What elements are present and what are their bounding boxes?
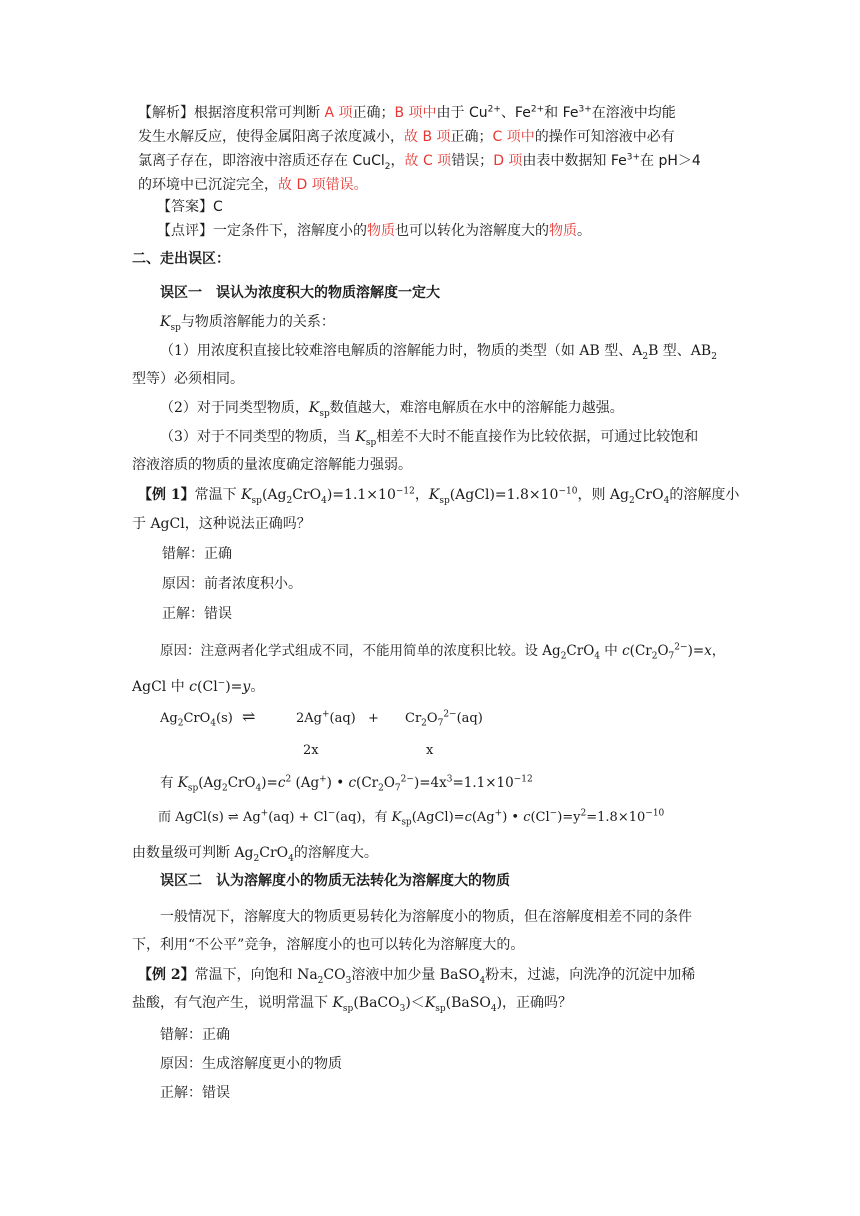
- subscript: 2: [253, 853, 260, 864]
- exponent: 3: [446, 774, 453, 785]
- text: (Ag: [471, 810, 495, 825]
- text: ，: [390, 153, 405, 169]
- subscript: sp: [251, 495, 262, 506]
- analysis-line-1: [138, 103, 676, 123]
- text: ，则 Ag: [577, 487, 629, 503]
- variable-x: x: [704, 643, 712, 659]
- concentration-symbol: c: [523, 810, 531, 825]
- text: )=4x: [413, 775, 447, 791]
- text: 在 pH＞4: [640, 153, 701, 169]
- option-c-mark: C 项中: [492, 129, 535, 145]
- subscript: 4: [288, 853, 294, 864]
- text: 。: [250, 679, 265, 695]
- ksp-symbol: K: [308, 400, 320, 416]
- charge: 2−: [400, 774, 414, 785]
- text: ) •: [502, 810, 524, 825]
- text: )=1.1×10: [326, 487, 396, 503]
- text: 正确；: [450, 129, 493, 145]
- equilibrium-reactant: [160, 709, 233, 729]
- subscript: 2: [560, 651, 567, 662]
- charge: 2−: [674, 642, 688, 653]
- text: Ag: [160, 711, 178, 726]
- text: O: [383, 775, 395, 791]
- subscript: 2: [317, 975, 324, 986]
- charge: 3+: [626, 152, 641, 163]
- text: 【点评】一定条件下，溶解度小的: [157, 223, 367, 239]
- reason-2-line-a: [160, 641, 725, 661]
- product-silver: [296, 709, 356, 729]
- charge: 2+: [530, 104, 545, 115]
- text: 错误；: [451, 153, 494, 169]
- text: 盐酸，有气泡产生，说明常温下: [132, 995, 333, 1011]
- conclusion-line: [132, 843, 378, 863]
- text: 由数量级可判断 Ag: [132, 845, 254, 861]
- text: 粉末，过滤，向洗净的沉淀中加稀: [485, 967, 696, 983]
- text: 中: [600, 643, 623, 659]
- text: )=: [261, 775, 278, 791]
- text: ，: [711, 643, 726, 659]
- text: CrO: [634, 487, 664, 503]
- text: 。: [577, 223, 591, 239]
- text: 氯离子存在，即溶液中溶质还存在 CuCl: [138, 153, 385, 169]
- subscript: 2: [286, 495, 293, 506]
- point-3-line-b: 溶液溶质的物质的量浓度确定溶解能力强弱。: [132, 457, 412, 473]
- concentration-symbol: c: [348, 775, 357, 791]
- text: (Ag: [291, 775, 320, 791]
- ksp-symbol: K: [424, 995, 436, 1011]
- text: 也可以转化为溶解度大的: [395, 223, 549, 239]
- concentration-symbol: c: [464, 810, 472, 825]
- subscript: 3: [345, 975, 352, 986]
- text: Cr: [405, 711, 422, 726]
- text: (aq): [456, 711, 483, 726]
- text: 的环境中已沉淀完全，: [138, 177, 278, 193]
- text: (Ag: [261, 487, 287, 503]
- text: )=y: [557, 810, 581, 825]
- text: =1.8×10: [586, 810, 646, 825]
- text: (AgCl)=1.8×10: [449, 487, 559, 503]
- misconception-2-title: 误区二 认为溶解度小的物质无法转化为溶解度大的物质: [160, 873, 510, 889]
- subscript: 4: [663, 495, 670, 506]
- plus-sign: +: [368, 711, 379, 726]
- text: AgCl 中: [132, 679, 190, 695]
- correct-answer: 正解：错误: [162, 606, 232, 622]
- example-tag: 【例 2】: [138, 967, 195, 983]
- text: =1.1×10: [452, 775, 514, 791]
- exponent: −10: [645, 808, 665, 819]
- subscript: 2: [384, 161, 391, 172]
- subscript: sp: [319, 408, 330, 419]
- analysis-line-3: [138, 151, 701, 171]
- text: CO: [323, 967, 346, 983]
- charge: +: [319, 774, 327, 785]
- charge: 2+: [487, 104, 501, 115]
- err2-correct-answer: 正解：错误: [160, 1085, 230, 1101]
- option-c-mark: 故 C 项: [404, 153, 452, 169]
- subscript: sp: [401, 817, 412, 828]
- option-d-mark: 故 D 项错误。: [278, 177, 368, 193]
- ksp-symbol: K: [332, 995, 343, 1011]
- subscript: sp: [187, 783, 199, 794]
- text: （2）对于同类型物质，: [160, 400, 309, 416]
- charge: +: [494, 808, 503, 819]
- text: 的溶解度小: [669, 487, 740, 503]
- charge: −: [549, 808, 558, 819]
- option-d-mark: D 项: [493, 153, 523, 169]
- text: 由表中数据知 Fe: [522, 153, 627, 169]
- text: 正确；: [352, 105, 395, 121]
- exponent: 2: [285, 774, 292, 785]
- subscript: 2: [378, 783, 384, 794]
- text: (aq): [329, 711, 356, 726]
- subscript: sp: [170, 322, 181, 333]
- subscript: 4: [255, 783, 262, 794]
- section-heading: 二、走出误区：: [132, 251, 230, 267]
- text: (s): [216, 711, 233, 726]
- text: CrO: [227, 775, 256, 791]
- exponent: 2: [580, 808, 587, 819]
- answer-line: 【答案】C: [157, 199, 223, 215]
- subscript: 7: [668, 651, 675, 662]
- text: (BaCO: [353, 995, 400, 1011]
- option-a-mark: A 项: [324, 105, 353, 121]
- text: 原因：注意两者化学式组成不同，不能用简单的浓度积比较。设 Ag: [160, 643, 561, 659]
- variable-y: y: [242, 679, 251, 695]
- text: )=: [225, 679, 243, 695]
- subscript: 7: [437, 718, 444, 729]
- text: 由于 Cu: [436, 105, 488, 121]
- text: (BaSO: [445, 995, 491, 1011]
- exponent: −12: [395, 486, 415, 497]
- exponent: −10: [558, 486, 578, 497]
- subscript: 4: [490, 1003, 497, 1014]
- subscript: 7: [394, 783, 401, 794]
- text: (aq)，有: [335, 810, 392, 825]
- ksp-symbol: K: [355, 429, 366, 445]
- text: 的操作可知溶液中必有: [534, 129, 675, 145]
- text: 在溶液中均能: [591, 105, 676, 121]
- text: 常温下: [194, 487, 242, 503]
- ksp-symbol: K: [428, 487, 440, 503]
- point-3-line-a: [160, 427, 698, 447]
- text: 常温下，向饱和 Na: [194, 967, 318, 983]
- err2-paragraph-line-a: 一般情况下，溶解度大的物质更易转化为溶解度小的物质，但在溶解度相差不同的条件: [160, 909, 692, 925]
- subscript: 4: [479, 975, 486, 986]
- product-dichromate: [405, 709, 483, 729]
- highlight: 物质: [367, 223, 395, 239]
- text: )=: [687, 643, 705, 659]
- text: O: [657, 643, 669, 659]
- text: (aq) + Cl: [268, 810, 328, 825]
- option-b-mark: 故 B 项: [404, 129, 451, 145]
- point-1-line-a: [160, 341, 717, 361]
- subscript: 2: [421, 718, 427, 729]
- ksp-symbol: K: [160, 314, 171, 330]
- example-1-line-b: 于 AgCl，这种说法正确吗？: [132, 516, 311, 532]
- text: ) •: [326, 775, 349, 791]
- text: 、Fe: [500, 105, 531, 121]
- text: （1）用浓度积直接比较难溶电解质的溶解能力时，物质的类型（如 AB 型、A: [160, 343, 643, 359]
- text: ，: [414, 487, 429, 503]
- ksp-symbol: K: [391, 810, 402, 825]
- point-1-line-b: 型等）必须相同。: [132, 371, 244, 387]
- text: B 型、AB: [648, 343, 712, 359]
- text: CrO: [183, 711, 211, 726]
- comment-line: [157, 221, 591, 241]
- exponent: −12: [513, 774, 533, 785]
- coef-2x: 2x: [303, 743, 319, 758]
- analysis-line-2: [138, 127, 675, 147]
- example-2-line-a: [138, 965, 695, 985]
- equilibrium-arrow-icon: ⇌: [242, 707, 256, 726]
- subscript: sp: [342, 1003, 354, 1014]
- example-1-line-a: [138, 485, 739, 505]
- text: (Cr: [356, 775, 379, 791]
- text: 相差不大时不能直接作为比较依据，可通过比较饱和: [376, 429, 699, 445]
- concentration-symbol: c: [189, 679, 198, 695]
- err2-wrong-answer: 错解：正确: [160, 1027, 230, 1043]
- ksp-symbol: K: [177, 775, 188, 791]
- option-b-mark: B 项中: [394, 105, 437, 121]
- text: CrO: [566, 643, 595, 659]
- text: 和 Fe: [544, 105, 579, 121]
- text: O: [426, 711, 438, 726]
- highlight: 物质: [549, 223, 577, 239]
- example-2-line-b: [132, 993, 572, 1013]
- subscript: 4: [594, 651, 601, 662]
- err2-paragraph-line-b: 下，利用“不公平”竞争，溶解度小的也可以转化为溶解度大的。: [132, 937, 525, 953]
- text: (Cr: [629, 643, 652, 659]
- subscript: 2: [651, 651, 658, 662]
- coef-x: x: [426, 743, 434, 758]
- point-2-line: [160, 398, 624, 418]
- equilibrium-arrow-icon: ⇌: [227, 810, 239, 825]
- subscript: 4: [210, 718, 217, 729]
- text: (AgCl)=: [411, 810, 465, 825]
- charge: +: [260, 808, 269, 819]
- charge: 3+: [578, 104, 592, 115]
- text: 与物质溶解能力的关系：: [180, 314, 335, 330]
- charge: 2−: [443, 709, 457, 720]
- text: CrO: [259, 845, 289, 861]
- text: (Cl: [197, 679, 218, 695]
- subscript: 2: [221, 783, 228, 794]
- text: 而 AgCl(s): [158, 810, 228, 825]
- text: )＜: [405, 995, 425, 1011]
- analysis-line-4: [138, 175, 368, 195]
- charge: −: [327, 808, 336, 819]
- ksp-ag2cro4-line: [160, 773, 533, 793]
- err2-wrong-reason: 原因：生成溶解度更小的物质: [160, 1056, 342, 1072]
- subscript: 2: [177, 718, 184, 729]
- charge: −: [217, 678, 226, 689]
- example-tag: 【例 1】: [138, 487, 195, 503]
- text: (Ag: [198, 775, 222, 791]
- charge: +: [321, 709, 330, 720]
- text: 数值越大，难溶电解质在水中的溶解能力越强。: [329, 400, 624, 416]
- ksp-relation-line: [160, 312, 335, 332]
- analysis-label: 【解析】根据溶度积常可判断: [138, 105, 325, 121]
- text: （3）对于不同类型的物质，当: [160, 429, 356, 445]
- text: 发生水解反应，使得金属阳离子浓度减小，: [138, 129, 404, 145]
- subscript: sp: [365, 437, 377, 448]
- text: 的溶解度大。: [293, 845, 378, 861]
- subscript: sp: [439, 495, 450, 506]
- text: )，正确吗？: [496, 995, 573, 1011]
- text: 2Ag: [296, 711, 322, 726]
- concentration-symbol: c: [277, 775, 286, 791]
- ksp-agcl-line: [158, 808, 664, 828]
- concentration-symbol: c: [622, 643, 630, 659]
- reason-2-line-b: [132, 677, 264, 697]
- text: 有: [160, 775, 178, 791]
- wrong-answer: 错解：正确: [162, 546, 232, 562]
- subscript: 2: [628, 495, 635, 506]
- ksp-symbol: K: [241, 487, 252, 503]
- subscript: sp: [435, 1003, 446, 1014]
- text: Ag: [238, 810, 261, 825]
- subscript: 3: [399, 1003, 406, 1014]
- text: CrO: [292, 487, 322, 503]
- subscript: 2: [642, 351, 649, 362]
- wrong-reason: 原因：前者浓度积小。: [162, 576, 302, 592]
- misconception-1-title: 误区一 误认为浓度积大的物质溶解度一定大: [160, 285, 440, 301]
- text: (Cl: [530, 810, 550, 825]
- subscript: 4: [321, 495, 327, 506]
- text: 溶液中加少量 BaSO: [351, 967, 480, 983]
- subscript: 2: [711, 351, 717, 362]
